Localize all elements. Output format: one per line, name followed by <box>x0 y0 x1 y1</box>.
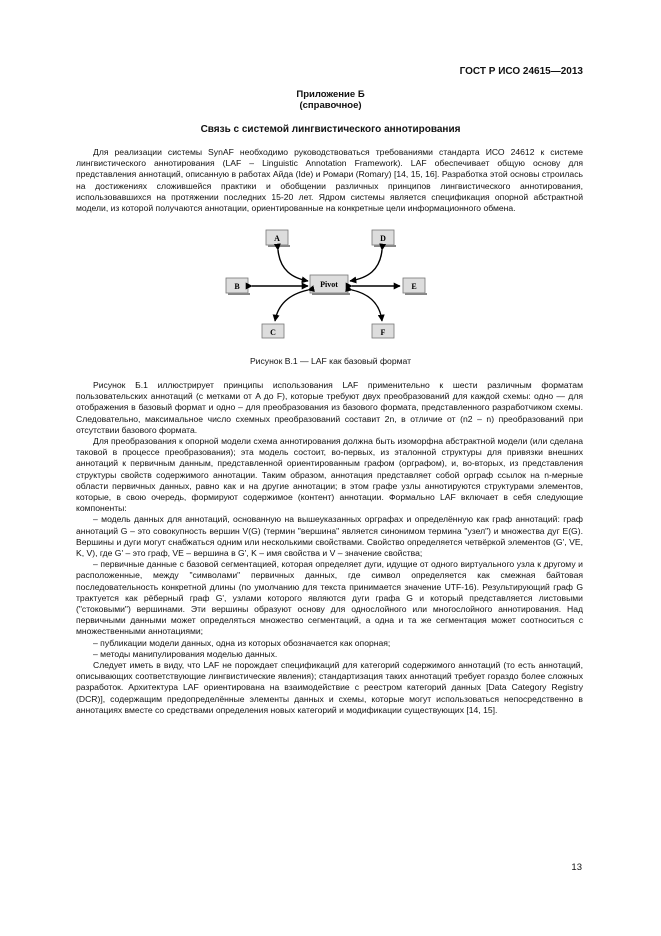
standard-header: ГОСТ Р ИСО 24615—2013 <box>459 66 583 77</box>
node-e <box>403 278 427 295</box>
intro-paragraph-block <box>76 147 583 214</box>
node-b <box>226 278 250 295</box>
svg-text:Pivot: Pivot <box>320 280 338 289</box>
intro-paragraph: Для реализации системы SynAF необходимо руководствоваться требованиями стандарта ИСО 24612 к системе лингвистического аннотирования (LAF – Linguistic Annotation Framework). LAF обеспечивает общую основу для представления аннотаций, описанную в работах Айда (Ide) и Ромари (Romary) [14, 15, 16]. Разработка этой основы строилась на достижениях сложившейся практики и обобщении различных принципов лингвистического аннотирования, использовавшихся на протяжении последних 15-20 лет. Ядром системы является спецификация опорной абстрактной модели, из которой получаются аннотации, ориентированные на конкретные цели информационного обмена. <box>76 147 583 214</box>
section-title: Связь с системой лингвистического аннотирования <box>200 124 461 135</box>
paragraph-pivot-model: Для преобразования к опорной модели схема аннотирования должна быть изоморфна абстрактной модели (или сделана таковой в процессе преобразования); эта модель состоит, во-первых, из эталонной структуры для привязки внешних аннотаций к первичным данным, представленной ориентированным графом (орграфом), и, во-вторых, из представления структуры свойств содержимого аннотации. Таким образом, аннотация представляет собой орграф ссылок на n-мерные области первичных данных, равно как и на другие аннотации; в этом графе узлы аннотируются структурами элементов, которые, в свою очередь, формируют содержимое (контент) аннотации. Формально LAF включает в себя следующие компоненты: <box>76 436 583 514</box>
node-d <box>372 230 396 247</box>
paragraph-serializations: – публикации модели данных, одна из которых обозначается как опорная; <box>93 637 391 648</box>
paragraph-data-model: – модель данных для аннотаций, основанную на вышеуказанных орграфах и определённую как граф аннотаций: граф аннотаций G – это совокупность вершин V(G) (термин "вершина" является синонимом термина "узел") и множества дуг E(G). Вершины и дуги могут снабжаться одним или несколькими свойствами. Свойство определяется четвёркой элементов (G', VE, K, V), где G' – это граф, VE – вершина в G', K – имя свойства и V – значение свойства; <box>76 514 583 559</box>
node-pivot <box>310 275 350 295</box>
svg-text:E: E <box>411 282 417 291</box>
laf-diagram <box>200 228 460 340</box>
node-f <box>372 324 394 338</box>
main-text <box>76 380 583 716</box>
appendix-title: Приложение Б <box>296 89 365 100</box>
node-a <box>266 230 290 247</box>
svg-text:C: C <box>270 328 276 337</box>
paragraph-dcr: Следует иметь в виду, что LAF не порождает спецификаций для категорий содержимого аннотаций (то есть аннотаций, описывающих соответствующие лингвистические явления); стандартизация таких аннотаций требует гораздо более сложных разработок. Архитектура LAF ориентирована на взаимодействие с реестром категорий данных [Data Category Registry (DCR)], содержащим предопределённые элементы данных и схемы, которые могут использоваться непосредственно в аннотациях вместе со средствами определения новых категорий и модификации существующих [14, 15]. <box>76 660 583 715</box>
appendix-heading <box>0 89 661 111</box>
node-c <box>262 324 284 338</box>
appendix-kind: (справочное) <box>299 100 362 111</box>
svg-text:F: F <box>380 328 386 337</box>
svg-text:A: A <box>274 234 280 243</box>
paragraph-methods: – методы манипулирования моделью данных. <box>93 648 278 659</box>
svg-text:B: B <box>234 282 240 291</box>
paragraph-primary-data: – первичные данные с базовой сегментацией, которая определяет дуги, идущие от одного виртуального узла к другому и расположенные, между "символами" первичных данных, где символ определяется как смежная байтовая последовательность конкретной длины (по умолчанию для текста принимается значение UTF-16). Результирующий граф G трактуется как рёберный граф G', узлами которого являются дуги графа G и который представляется листовыми ("стоковыми") вершинами. Эти вершины образуют основу для однослойного или многослойного аннотирования. Над первичными данными может определяться множество сегментаций, а одна и та же сегментация может соотноситься с множественными аннотациями; <box>76 559 583 637</box>
paragraph-figure-explanation: Рисунок Б.1 иллюстрирует принципы использования LAF применительно к шести различным форматам пользовательских аннотаций (с метками от A до F), которые требуют двух преобразований для каждой схемы: одно — для отображения в базовый формат и одно – для преобразования из базового формата, представленного разработчиком схемы. Следовательно, максимальное число схемных преобразований составит 2n, в отличие от (n2 – n) преобразований при отсутствии базового формата. <box>76 380 583 435</box>
figure-caption: Рисунок В.1 — LAF как базовый формат <box>249 356 412 366</box>
page-number: 13 <box>571 862 582 873</box>
svg-text:D: D <box>380 234 386 243</box>
